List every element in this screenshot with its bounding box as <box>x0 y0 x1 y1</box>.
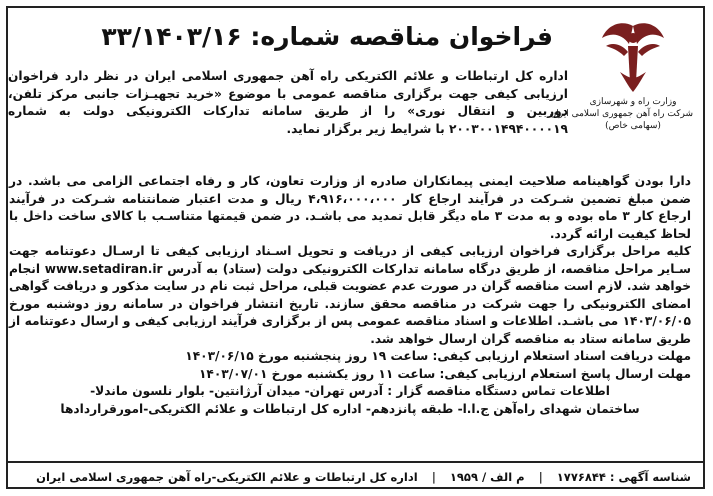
contact-address-1: اطلاعات تماس دستگاه مناقصه گزار : آدرس تهران- میدان آرژانتین- بلوار نلسون ماندلا- <box>90 384 610 398</box>
notice-body <box>9 173 691 418</box>
intro-paragraph <box>8 68 568 138</box>
winged-emblem-icon <box>598 16 668 96</box>
deadline-receive: مهلت دریافت اسناد استعلام ارزیابی کیفی: ساعت ۱۹ روز پنجشنبه مورخ ۱۴۰۳/۰۶/۱۵ <box>185 349 691 363</box>
notice-title: فراخوان مناقصه شماره: ۳۳/۱۴۰۳/۱۶ <box>101 22 553 51</box>
tender-notice <box>6 6 705 489</box>
ref-number: م الف / ۱۹۵۹ <box>449 470 525 484</box>
intro-text: اداره کل ارتباطات و علائم الکتریکی راه آهن جمهوری اسلامی ایران در نظر دارد فراخوان ارزیابی کیفی جهت برگزاری مناقصه عمومی با موضوع «خرید تجهیـزات جانبی مرکز تلفن، دوربین و انتقال نوری» را از طریق سامانه تدارکات الکترونیکی دولت به شماره ۲۰۰۳۰۰۱۴۹۴۰۰۰۰۱۹ با شرایط زیر برگزار نماید. <box>8 69 568 136</box>
contact-address-2: ساختمان شهدای راه‌آهن ج.ا.ا- طبقه پانزدهم- اداره کل ارتباطات و علائم الکتریکی-امورقراردادها <box>60 401 640 416</box>
footer-divider <box>8 461 703 463</box>
conditions-paragraph: دارا بودن گواهینامه صلاحیت ایمنی پیمانکاران صادره از وزارت تعاون، کار و رفاه اجتماعی الزامی می باشد. در ضمن مبلغ تضمین شـرکت در فرآیند ارجاع کار ۴،۹۱۶،۰۰۰،۰۰۰ ریال و مدت اعتبار ضمانتنامه شـرکت در فرآیند ارجاع کار ۳ ماه بوده و به مدت ۳ ماه دیگر قابل تمدید می باشـد. در ضمن قیمتها متناسـب با کالای ساخت داخل با لحاظ کیفیت ارائه گردد. <box>9 174 692 241</box>
rai-logo <box>549 16 693 166</box>
logo-line-company: شرکت راه آهن جمهوری اسلامی ایران <box>549 109 693 119</box>
logo-line-ministry: وزارت راه و شهرسازی <box>589 97 677 107</box>
logo-line-type: (سهامی خاص) <box>605 121 661 131</box>
footer-separator: | <box>431 470 436 484</box>
ad-id: شناسه آگهی : ۱۷۷۶۸۴۴ <box>556 470 691 484</box>
issuing-org: اداره کل ارتباطات و علائم الکتریکی-راه آهن جمهوری اسلامی ایران <box>36 470 418 484</box>
notice-footer <box>20 470 691 484</box>
footer-separator: | <box>538 470 543 484</box>
deadline-submit: مهلت ارسال پاسخ استعلام ارزیابی کیفی: ساعت ۱۱ روز یکشنبه مورخ ۱۴۰۳/۰۷/۰۱ <box>198 366 691 381</box>
procedure-paragraph: کلیه مراحل برگزاری فراخوان ارزیابی کیفی از دریافت و تحویل اسـناد ارزیابی کیفی تا ارسـال دعوتنامه جهت سـایر مراحل مناقصه، از طریق درگاه سامانه تدارکات الکترونیکی دولت (ستاد) به آدرس www.setadiran.ir انجام خواهد شد. لازم است مناقصه گران در صورت عدم عضویت قبلی، مراحل ثبت نام در سایت مذکور و دریافت گواهی امضای الکترونیکی را جهت شرکت در مناقصه محقق سازند. تاریخ انتشار فراخوان در سامانه روز دوشنبه مورخ ۱۴۰۳/۰۶/۰۵ می باشـد. اطلاعات و اسناد مناقصه عمومی پس از برگزاری فرآیند ارزیابی کیفی و ارسال دعوتنامه از طریق سامانه ستاد به مناقصه گران ارسال خواهد شد. <box>9 244 691 346</box>
deadlines <box>9 348 691 418</box>
